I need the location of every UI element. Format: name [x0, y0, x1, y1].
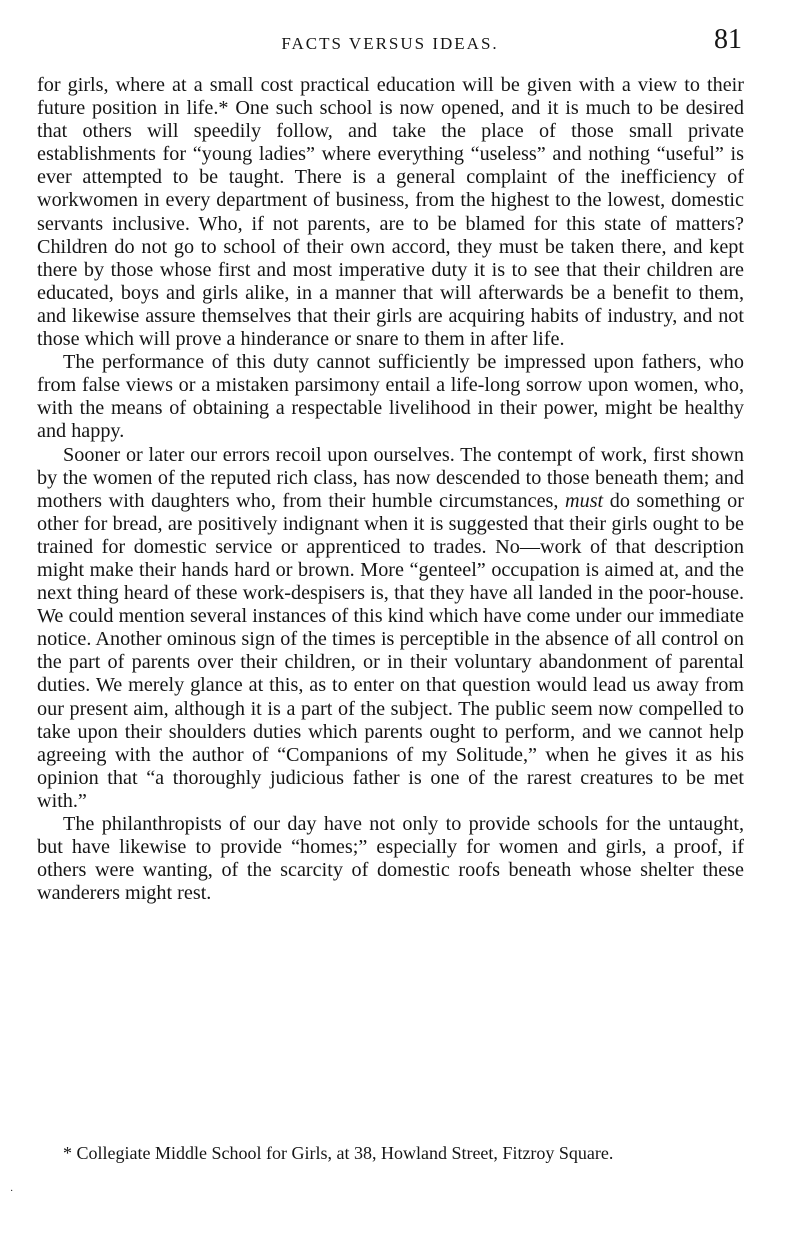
- stray-print-mark: ·: [10, 1186, 14, 1197]
- emphasis-must: must: [565, 489, 604, 512]
- paragraph-3-part-1: Sooner or later our errors recoil upon ourselves. The contempt of work, first shown by the women of the reputed rich class, has now descended to those beneath them; and mothers with daughters who, from their humble circumstances,: [37, 443, 744, 512]
- page-number: 81: [714, 24, 742, 55]
- footnote-text: * Collegiate Middle School for Girls, at 38, Howland Street, Fitzroy Square.: [63, 1143, 614, 1163]
- paragraph-3: [37, 444, 744, 814]
- running-head: [36, 24, 744, 62]
- paragraph-1: for girls, where at a small cost practical education will be given with a view to their future position in life.* One such school is now opened, and it is much to be desired that others will speedily follow, and take the place of those small private establishments for “young ladies” where everything “useless” and nothing “useful” is ever attempted to be taught. There is a general complaint of the inefficiency of workwomen in every department of business, from the highest to the lowest, domestic servants inclusive. Who, if not parents, are to be blamed for this state of matters? Children do not go to school of their own accord, they must be taken there, and kept there by those whose first and most imperative duty it is to see that their children are educated, boys and girls alike, in a manner that will afterwards be a benefit to them, and likewise assure themselves that their girls are acquiring habits of industry, and not those which will prove a hinderance or snare to them in after life.: [37, 74, 744, 351]
- running-title: FACTS VERSUS IDEAS.: [281, 34, 499, 53]
- body-text: [37, 74, 744, 905]
- paragraph-4: The philanthropists of our day have not only to provide schools for the untaught, but have likewise to provide “homes;” especially for women and girls, a proof, if others were wanting, of the scarcity of domestic roofs beneath whose shelter these wanderers might rest.: [37, 813, 744, 905]
- paragraph-3-part-2: do something or other for bread, are positively indignant when it is suggested that their girls ought to be trained for domestic service or apprenticed to trades. No—work of that description might make their hands hard or brown. More “genteel” occupation is aimed at, and the next thing heard of these work-despisers is, that they have all landed in the poor-house. We could mention several instances of this kind which have come under our immediate notice. Another ominous sign of the times is perceptible in the absence of all control on the part of parents over their children, or in their voluntary abandonment of parental duties. We merely glance at this, as to enter on that question would lead us away from our present aim, although it is a part of the subject. The public seem now compelled to take upon their shoulders duties which parents ought to perform, and we cannot help agreeing with the author of “Companions of my Solitude,” when he gives it as his opinion that “a thoroughly judicious father is one of the rarest creatures to be met with.”: [37, 489, 745, 812]
- paragraph-2: The performance of this duty cannot sufficiently be impressed upon fathers, who from false views or a mistaken parsimony entail a life-long sorrow upon women, who, with the means of obtaining a respectable livelihood in their power, might be healthy and happy.: [37, 351, 744, 443]
- footnote: [37, 1142, 744, 1164]
